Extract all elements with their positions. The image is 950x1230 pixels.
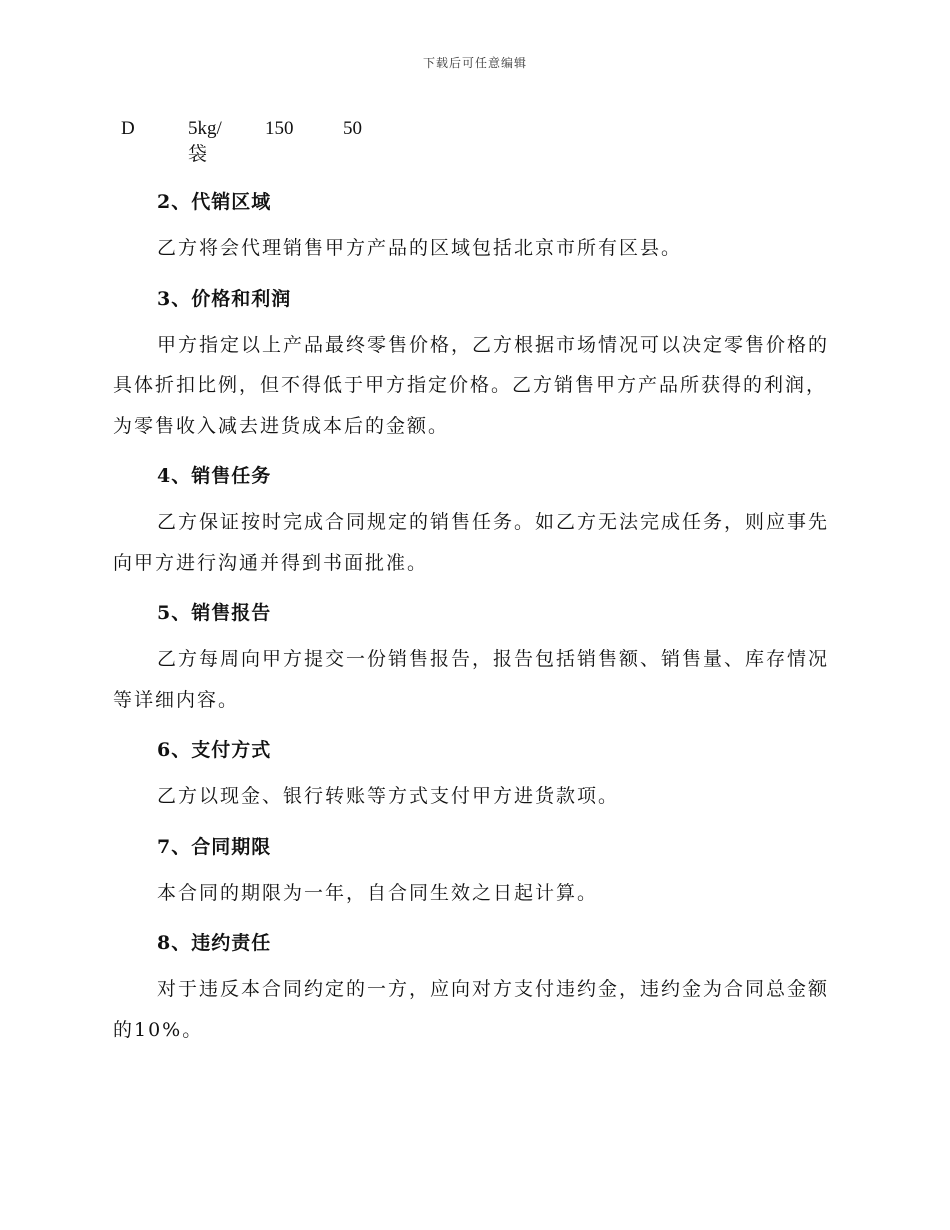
section-body-sales-task: 乙方保证按时完成合同规定的销售任务。如乙方无法完成任务，则应事先向甲方进行沟通并得到书面批准。: [113, 511, 830, 574]
section-heading-sales-task: 4、销售任务: [157, 465, 272, 487]
product-table-row: [113, 116, 831, 172]
section-body-sales-report: 乙方每周向甲方提交一份销售报告，报告包括销售额、销售量、库存情况等详细内容。: [113, 648, 830, 711]
section-body-sales-region: 乙方将会代理销售甲方产品的区域包括北京市所有区县。: [157, 237, 683, 259]
section-heading-sales-report: 5、销售报告: [157, 602, 272, 624]
section-heading-price-profit: 3、价格和利润: [157, 287, 292, 310]
table-cell-price: 150: [265, 118, 294, 139]
section-heading-payment: 6、支付方式: [157, 739, 272, 761]
table-cell-spec: 5kg/袋: [188, 118, 222, 165]
section-body-liability: 对于违反本合同约定的一方，应向对方支付违约金，违约金为合同总金额的10%。: [113, 978, 830, 1041]
table-cell-qty: 50: [343, 118, 362, 139]
section-heading-liability: 8、违约责任: [157, 932, 272, 954]
section-heading-sales-region: 2、代销区域: [157, 191, 272, 213]
table-cell-grade: D: [121, 118, 135, 139]
section-body-price-profit: 甲方指定以上产品最终零售价格，乙方根据市场情况可以决定零售价格的具体折扣比例，但不得低于甲方指定价格。乙方销售甲方产品所获得的利润，为零售收入减去进货成本后的金额。: [113, 333, 830, 437]
section-heading-term: 7、合同期限: [157, 835, 272, 858]
section-body-term: 本合同的期限为一年，自合同生效之日起计算。: [157, 881, 599, 904]
section-body-payment: 乙方以现金、银行转账等方式支付甲方进货款项。: [157, 785, 620, 807]
document-body: [113, 116, 831, 1050]
page-header: 下载后可任意编辑: [422, 56, 527, 70]
